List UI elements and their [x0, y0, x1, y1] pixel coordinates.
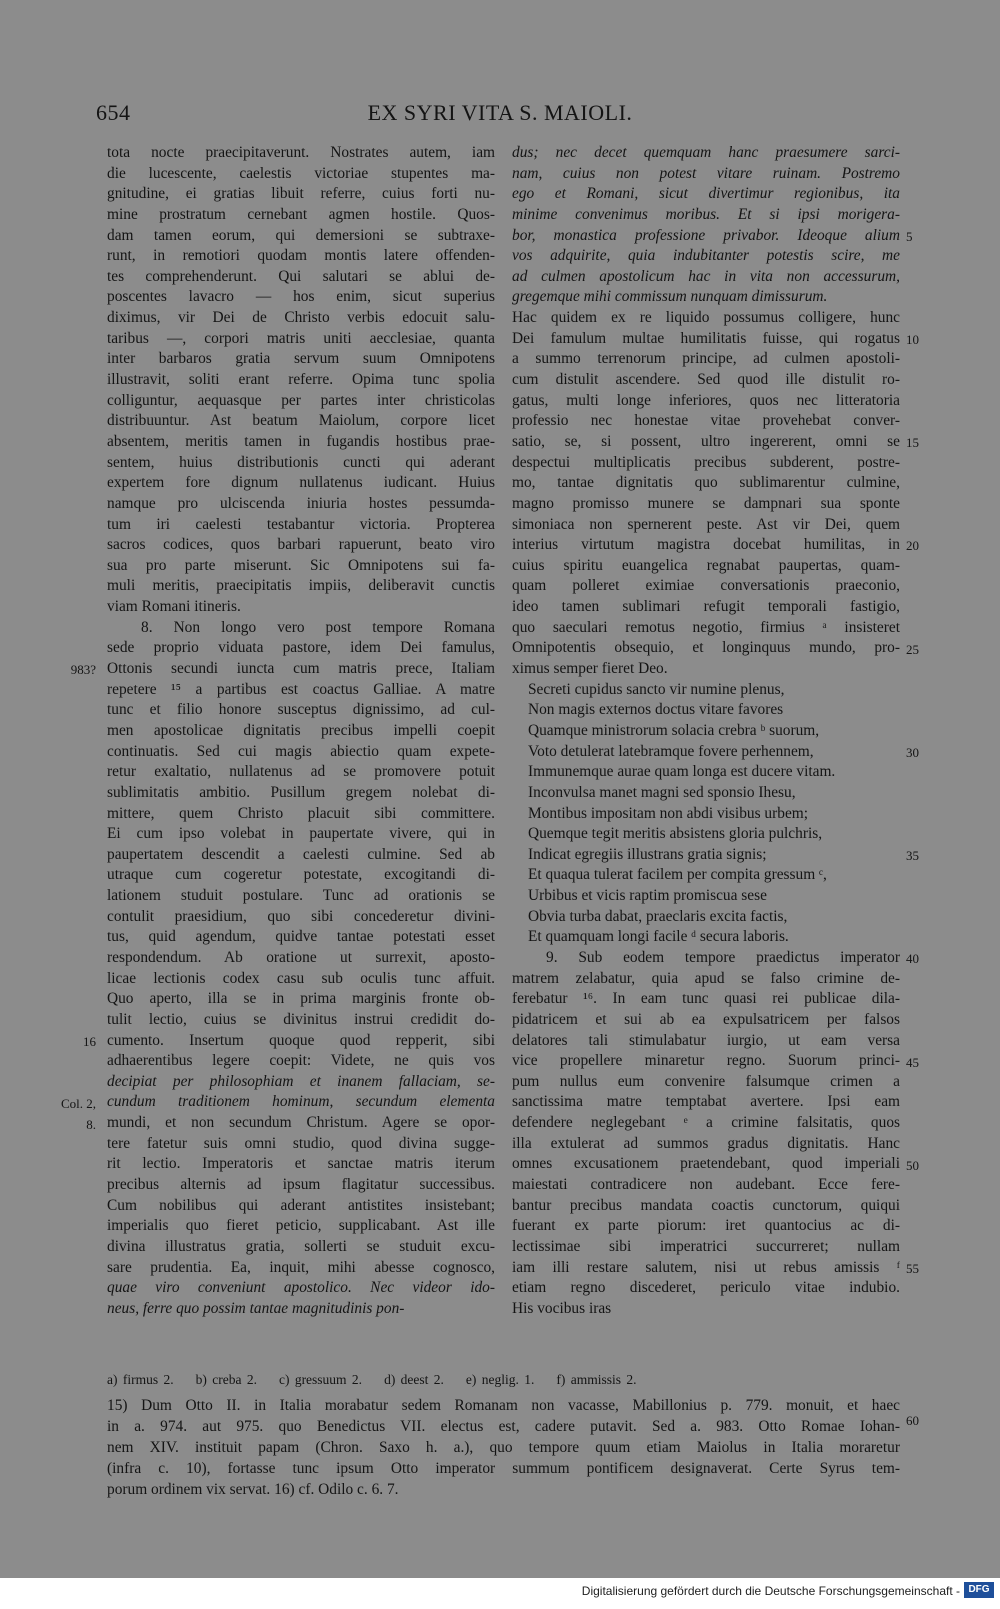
footnote-line: porum ordinem vix servat. 16) cf. Odilo c. 6. 7. — [107, 1481, 399, 1498]
left-column-line: sua pro parte miserunt. Sic Omnipotens sui fa- — [107, 556, 495, 574]
left-column-line: tunc et filio honore susceptus dignissimo, ad cul- — [107, 701, 495, 719]
right-column-line: cum distulit ascendere. Sed quod ille distulit ro- — [512, 371, 900, 389]
apparatus-entry: d) deest 2. — [384, 1372, 444, 1387]
left-column-line: licae lectionis codex casu sub oculis tunc affuit. — [107, 969, 495, 987]
left-column-line: distribuuntur. Ast beatum Maiolum, corpore licet — [107, 412, 495, 430]
right-column-line: quam polleret eximiae conversationis praeconio, — [512, 577, 900, 595]
right-column-line: Dei famulum multae humilitatis fuisse, qui rogatus — [512, 329, 900, 347]
left-column-line: retur exaltatio, nullatenus ad se promovere potuit — [107, 763, 495, 781]
right-column-line: minime convenimus moribus. Et si ipsi morigera- — [512, 205, 900, 223]
digitization-credit: Digitalisierung gefördert durch die Deutsche Forschungsgemeinschaft - — [581, 1584, 960, 1598]
right-column-line: vos adquirite, quia indubitanter potestis scire, me — [512, 247, 900, 265]
apparatus-entry: e) neglig. 1. — [465, 1372, 535, 1387]
right-column-line: defendere neglegebant ᵉ a crimine falsitatis, quos — [512, 1114, 900, 1132]
line-number: 15 — [906, 435, 919, 451]
left-column-line: muli meritis, praecipitatis impiis, deliberavit cunctis — [107, 577, 495, 595]
apparatus-entry: f) ammissis 2. — [556, 1372, 637, 1387]
left-column-line: mine prostratum cernebant agmen hostile. Quos- — [107, 205, 495, 223]
left-column-line: tum iri caelesti testabantur victoria. Propterea — [107, 515, 495, 533]
line-number: 30 — [906, 744, 919, 760]
line-number: 25 — [906, 641, 919, 657]
right-column-line: Et quaqua tulerat facilem per compita gressum ᶜ, — [528, 866, 827, 884]
left-column-line: Quo aperto, illa se in prima marginis fronte ob- — [107, 990, 495, 1008]
right-column-line: fuerant ex parte piorum: iret quantocius ac di- — [512, 1217, 900, 1235]
right-column-line: ferebatur ¹⁶. In eam tunc quasi rei publicae dila- — [512, 990, 900, 1008]
right-column-line: bantur precibus mandata coactis cunctorum, quiqui — [512, 1196, 900, 1214]
left-column-line: repetere ¹⁵ a partibus est coactus Galliae. A matre — [107, 680, 495, 698]
right-column-line: simoniaca non spernerent peste. Ast vir Dei, quem — [512, 515, 900, 533]
right-column-line: omnes excusationem praetendebant, quod imperiali — [512, 1155, 900, 1173]
running-title: EX SYRI VITA S. MAIOLI. — [367, 100, 633, 125]
left-column-line: continuatis. Sed cui magis abiectio quam expete- — [107, 742, 495, 760]
right-column-line: Montibus impositam non abdi visibus urbem; — [528, 804, 809, 822]
left-column-line: Ottonis secundi iuncta cum matris prece, Italiam — [107, 660, 495, 678]
line-number: 5 — [906, 228, 913, 244]
left-column-line: dam tamen eorum, qui demersioni se subtraxe- — [107, 226, 495, 244]
left-text-column — [107, 143, 495, 1320]
left-column-line: Ei cum ipso volebat in paupertate vivere, qui in — [107, 825, 495, 843]
right-column-line: lectissimae sibi imperatrici succurreret; nullam — [512, 1237, 900, 1255]
right-column-line: etiam regno discederet, periculo vitae indubio. — [512, 1279, 900, 1297]
left-column-line: poscentes lavacro — hos enim, sicut superius — [107, 288, 495, 306]
line-number: 55 — [906, 1261, 919, 1277]
right-column-line: professio nec honestae vitae provehebat conver- — [512, 412, 900, 430]
right-column-line: Quamque ministrorum solacia crebra ᵇ suorum, — [528, 721, 820, 739]
right-column-line: illa extulerat ad summos gradus dignitatis. Hanc — [512, 1134, 900, 1152]
left-column-line: mittere, quem Christo placuit sibi committere. — [107, 804, 495, 822]
footnotes — [107, 1395, 900, 1500]
critical-apparatus — [107, 1372, 659, 1388]
page-number: 654 — [96, 100, 131, 125]
left-column-line: tus, quid agendum, quidve tantae potestati esset — [107, 928, 495, 946]
right-column-line: maiestati contradicere non audebant. Ecce fere- — [512, 1176, 900, 1194]
left-column-line: cundum traditionem hominum, secundum elementa — [107, 1093, 495, 1111]
right-column-line: interius virtutum magistra docebat humilitas, in — [512, 536, 900, 554]
footnote-line-number: 60 — [906, 1413, 919, 1428]
left-column-line: tere fatetur suis omni studio, quod divina sugge- — [107, 1134, 495, 1152]
right-column-line: Quemque tegit meritis absistens gloria pulchris, — [528, 825, 823, 843]
left-column-line: paupertatem descendit a caelesti culmine. Sed ab — [107, 845, 495, 863]
right-column-line: gatus, multi longe inferiores, quos nec litteratoria — [512, 391, 900, 409]
left-column-line: inter barbaros gratia servum suum Omnipotens — [107, 350, 495, 368]
left-column-line: taribus —, corpori matris uniti aecclesiae, quanta — [107, 329, 495, 347]
right-text-column — [512, 143, 900, 1320]
right-column-line: bor, monastica professione privabor. Ideoque alium — [512, 226, 900, 244]
left-column-line: lationem studuit postulare. Tunc ad orationis se — [107, 887, 495, 905]
left-column-line: tota nocte praecipitaverunt. Nostrates autem, iam — [107, 144, 495, 161]
left-column-line: utraque cum cogeretur potestate, excogitandi di- — [107, 866, 495, 884]
left-column-line: divina illustratus gratia, sollerti se studuit excu- — [107, 1237, 495, 1255]
right-column-line: iam illi restare salutem, nisi ut rebus amissis ᶠ — [512, 1258, 900, 1276]
left-column-line: colliguntur, aequasque per partes inter christicolas — [107, 391, 495, 409]
footnote-line: 15) Dum Otto II. in Italia morabatur sedem Romanam non vacasse, Mabillonius p. 779. monuit, et haec — [107, 1397, 900, 1414]
right-column-line: mo, tantae dignitatis quo sublimarentur culmine, — [512, 474, 900, 492]
line-number: 35 — [906, 848, 919, 864]
left-column-line: sede proprio viduata pastore, idem Dei famulus, — [107, 639, 495, 657]
right-column-line: pidatricem et sui ab ea expulsatricem per falsos — [512, 1010, 900, 1028]
line-number: 10 — [906, 331, 919, 347]
left-column-line: sare prudentia. Ea, inquit, mihi abesse cognosco, — [107, 1258, 495, 1276]
right-column-line: magno promisso munere se dampnari sua sponte — [512, 494, 900, 512]
left-column-line: adhaerentibus legere coepit: Videte, ne quis vos — [107, 1052, 495, 1070]
right-column-line: Et quamquam longi facile ᵈ secura laboris. — [528, 928, 789, 946]
apparatus-entry: c) gressuum 2. — [278, 1372, 363, 1387]
right-column-line: vice propellere minaretur regno. Suorum princi- — [512, 1052, 900, 1070]
left-column-line: rit lectio. Imperatoris et sanctae matris iterum — [107, 1155, 495, 1173]
apparatus-entry: b) creba 2. — [195, 1372, 257, 1387]
right-column-line: Indicat egregiis illustrans gratia signis; — [528, 845, 767, 863]
right-column-line: quo saeculari remotus negotio, firmius ᵃ insisteret — [512, 618, 900, 636]
right-column-line: Voto detulerat latebramque fovere perhennem, — [528, 742, 814, 760]
line-number: 50 — [906, 1157, 919, 1173]
footnote-line: (infra c. 10), fortasse tunc ipsum Otto imperator summum pontificem designaverat. Certe Syrus tem- — [107, 1460, 900, 1477]
left-column-line: quae viro conveniunt apostolico. Nec videor ido- — [107, 1279, 495, 1297]
right-column-line: Obvia turba dabat, praeclaris excita factis, — [528, 907, 788, 925]
right-column-line: ego et Romani, sicut divertimur regionibus, ita — [512, 185, 900, 203]
left-column-line: viam Romani itineris. — [107, 598, 241, 616]
right-column-line: Omnipotentis obsequio, et longinquus mundo, pro- — [512, 639, 900, 657]
right-column-line: nam, cuius non potest vitare ruinam. Postremo — [512, 164, 900, 182]
left-column-line: Cum nobilibus qui aderant antistites insistebant; — [107, 1196, 495, 1214]
left-column-line: sacros codices, quos barbari rapuerunt, beato viro — [107, 536, 495, 554]
left-column-line: sublimitatis ambitio. Pusillum gregem nolebat di- — [107, 783, 495, 801]
left-column-line: diximus, vir Dei de Christo verbis edocuit salu- — [107, 309, 495, 327]
right-column-line: Non magis externos doctus vitare favores — [528, 701, 784, 719]
margin-annotation: Col. 2, — [60, 1095, 96, 1111]
left-column-line: tulit lectio, cuius se divinitus instrui credidit do- — [107, 1010, 495, 1028]
right-column-line: ximus semper fieret Deo. — [512, 660, 668, 678]
footnote-line: nem XIV. instituit papam (Chron. Saxo h. a.), quo tempore quum etiam Maiolus in Italia moraretur — [107, 1439, 900, 1456]
left-column-line: respondendum. Ab oratione ut surrexit, aposto- — [107, 948, 495, 966]
right-column-line: ad culmen apostolicum hac in vita non accessurum, — [512, 267, 900, 285]
left-column-line: 8. Non longo vero post tempore Romana — [141, 618, 495, 636]
right-column-line: Immunemque aurae quam longa est ducere vitam. — [528, 763, 836, 781]
right-column-line: Hac quidem ex re liquido possumus colligere, hunc — [512, 309, 900, 327]
left-column-line: die lucescente, caelestis victoriae stupentes ma- — [107, 164, 495, 182]
line-number: 20 — [906, 538, 919, 554]
right-column-line: 9. Sub eodem tempore praedictus imperator — [546, 948, 900, 966]
left-column-line: gnitudine, ei gratias libuit referre, cuius forti nu- — [107, 185, 495, 203]
line-number: 40 — [906, 951, 919, 967]
right-column-line: cuius spiritu euangelica regnabat paupertas, quam- — [512, 556, 900, 574]
right-column-line: pum nullus eum convenire falsumque crimen a — [512, 1072, 900, 1090]
right-column-line: sanctissima matre temptabat avertere. Ipsi eam — [512, 1093, 900, 1111]
left-column-line: expertem fore dignum nullatenus iudicant. Huius — [107, 474, 495, 492]
left-column-line: imperialis quo fieret peticio, supplicabant. Ast ille — [107, 1217, 495, 1235]
left-column-line: precibus alternis ad ipsum flagitatur successibus. — [107, 1176, 495, 1194]
right-column-line: matrem zelabatur, quia apud se falso crimine de- — [512, 969, 900, 987]
left-column-line: absentem, meritis tamen in fugandis hostibus prae- — [107, 432, 495, 450]
left-column-line: decipiat per philosophiam et inanem fallaciam, se- — [107, 1072, 495, 1090]
margin-annotation: 983? — [70, 662, 96, 678]
left-column-line: tes comprehenderunt. Qui salutari se ablui de- — [107, 267, 495, 285]
right-column-line: despectui multiplicatis precibus subderent, postre- — [512, 453, 900, 471]
left-column-line: illustravit, soliti erant referre. Opima tunc spolia — [107, 371, 495, 389]
right-column-line: Secreti cupidus sancto vir numine plenus, — [528, 680, 785, 698]
right-column-line: dus; nec decet quemquam hanc praesumere sarci- — [512, 144, 900, 161]
margin-annotation: 16 — [83, 1033, 96, 1049]
right-column-line: a summo terrenorum principe, ad culmen apostoli- — [512, 350, 900, 368]
left-column-line: mundi, et non secundum Christum. Agere se opor- — [107, 1114, 495, 1132]
left-column-line: cumento. Insertum quoque quod repperit, sibi — [107, 1031, 495, 1049]
right-column-line: Urbibus et vicis raptim promiscua sese — [528, 887, 767, 905]
margin-annotation: 8. — [86, 1116, 96, 1132]
right-column-line: gregemque mihi commissum nunquam dimissurum. — [512, 288, 828, 306]
left-column-line: neus, ferre quo possim tantae magnitudinis pon- — [107, 1299, 405, 1317]
left-column-line: contulit praesidium, quo sibi concederetur divini- — [107, 907, 495, 925]
left-column-line: men apostolicae dignitatis precibus impelli coepit — [107, 721, 495, 739]
left-column-line: runt, in remotiori quodam montis latere offenden- — [107, 247, 495, 265]
right-column-line: ideo tamen sublimari refugit temporali fastigio, — [512, 598, 900, 616]
right-column-line: delatores tali stimulabatur iurgio, ut eam versa — [512, 1031, 900, 1049]
right-column-line: Inconvulsa manet magni sed sponsio Ihesu, — [528, 783, 796, 801]
line-number: 45 — [906, 1054, 919, 1070]
apparatus-entry: a) firmus 2. — [107, 1372, 174, 1387]
right-column-line: His vocibus iras — [512, 1299, 612, 1317]
left-column-line: namque pro ulciscenda iniuria hostes pessumda- — [107, 494, 495, 512]
left-column-line: sentem, huius distributionis cuncti qui aderant — [107, 453, 495, 471]
dfg-logo: DFG — [964, 1582, 994, 1598]
footnote-line: in a. 974. aut 975. quo Benedictus VII. electus est, cadere putavit. Sed a. 983. Otto Romae Iohan- — [107, 1418, 900, 1435]
right-column-line: satio, se, si possent, ultro ingererent, omni se — [512, 432, 900, 450]
